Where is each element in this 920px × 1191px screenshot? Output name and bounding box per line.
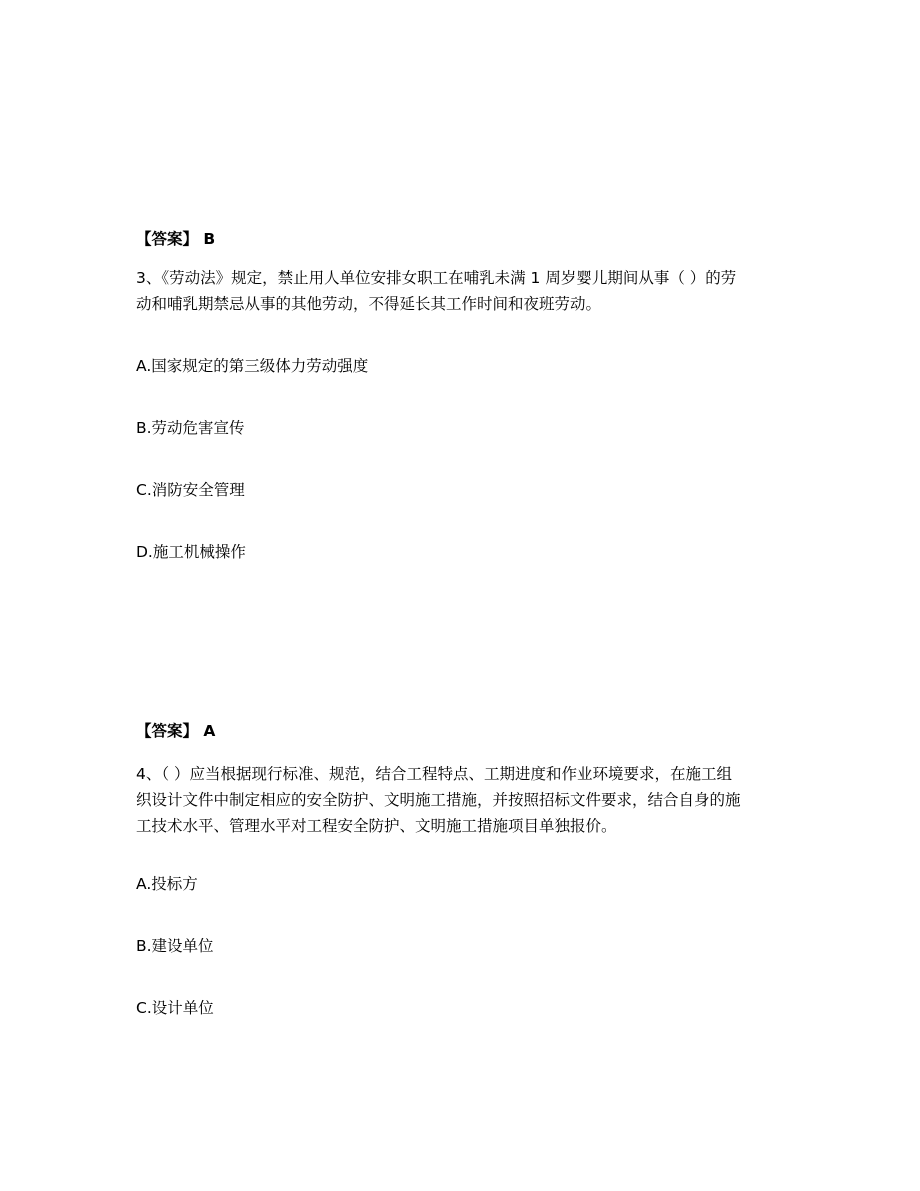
question-text: 工技术水平、管理水平对工程安全防护、文明施工措施项目单独报价。	[136, 817, 617, 835]
question-text: 3、《劳动法》规定，禁止用人单位安排女职工在哺乳未满 1 周岁婴儿期间从事（ ）的劳	[136, 269, 737, 287]
option-d: D.施工机械操作	[136, 543, 246, 561]
question-text: 4、（ ）应当根据现行标准、规范，结合工程特点、工期进度和作业环境要求，在施工组	[136, 765, 733, 783]
option-b: B.建设单位	[136, 937, 214, 955]
answer-label: 【答案】 A	[136, 722, 216, 740]
option-b: B.劳动危害宣传	[136, 419, 245, 437]
option-c: C.消防安全管理	[136, 481, 245, 499]
option-a: A.投标方	[136, 875, 198, 893]
answer-label: 【答案】 B	[136, 230, 216, 248]
question-text: 织设计文件中制定相应的安全防护、文明施工措施，并按照招标文件要求，结合自身的施	[136, 791, 741, 809]
option-c: C.设计单位	[136, 999, 214, 1017]
option-a: A.国家规定的第三级体力劳动强度	[136, 357, 369, 375]
question-text: 动和哺乳期禁忌从事的其他劳动，不得延长其工作时间和夜班劳动。	[136, 295, 602, 313]
